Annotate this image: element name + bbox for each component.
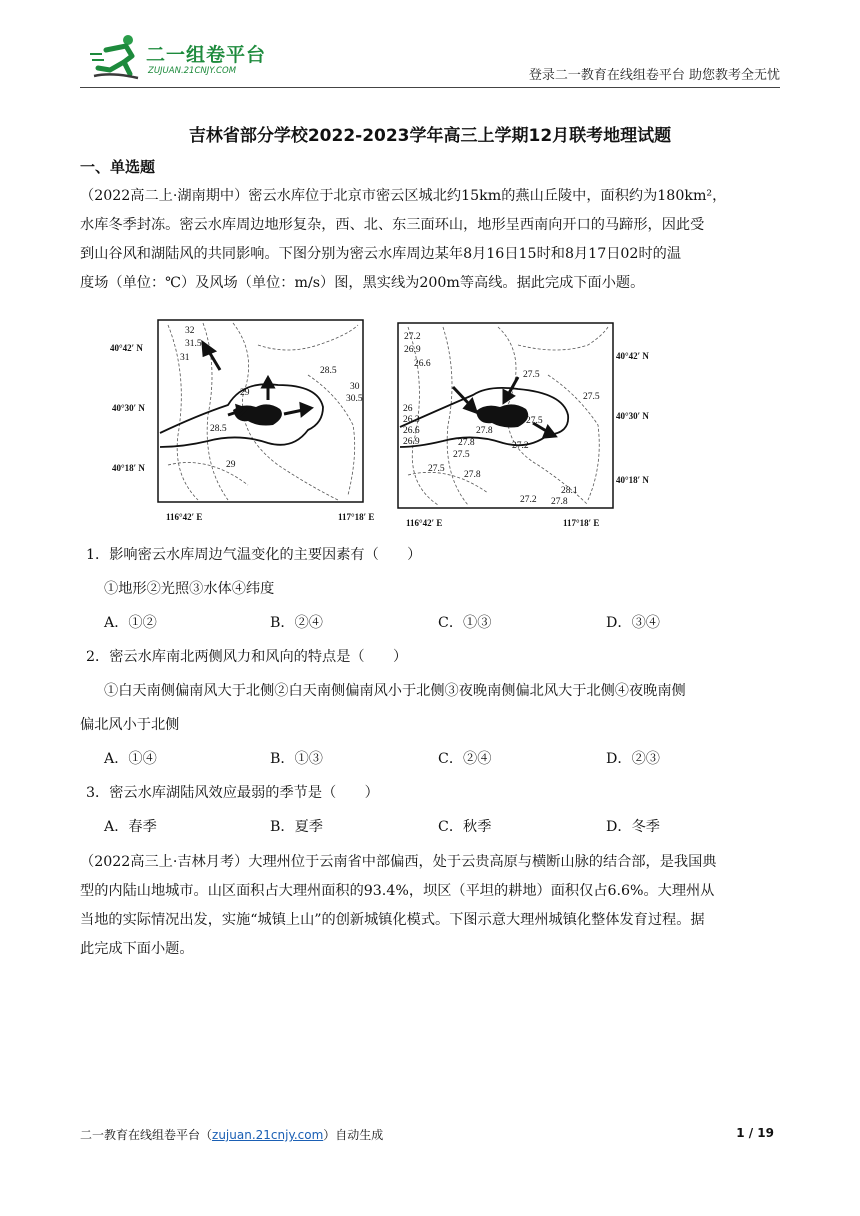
runner-logo-icon bbox=[88, 30, 148, 82]
map-value: 32 bbox=[185, 326, 195, 336]
map-value: 29 bbox=[240, 388, 250, 398]
temperature-wind-maps bbox=[108, 315, 668, 530]
q3-option-d[interactable]: D．冬季 bbox=[606, 819, 660, 835]
header-slogan: 登录二一教育在线组卷平台 助您教考全无忧 bbox=[528, 68, 780, 83]
q3-option-a[interactable]: A．春季 bbox=[104, 819, 157, 835]
map-value: 26.9 bbox=[404, 345, 421, 355]
map-value: 26.6 bbox=[414, 359, 431, 369]
q3-option-c[interactable]: C．秋季 bbox=[438, 819, 492, 835]
passage-1 bbox=[80, 182, 780, 298]
footer-link[interactable]: zujuan.21cnjy.com bbox=[212, 1128, 324, 1142]
passage-line: 水库冬季封冻。密云水库周边地形复杂，西、北、东三面环山，地形呈西南向开口的马蹄形，因此受 bbox=[80, 217, 705, 233]
passage-line: 此完成下面小题。 bbox=[80, 941, 194, 957]
question-2-choices-cont: 偏北风小于北侧 bbox=[80, 717, 180, 733]
lon-label: 116°42′ E bbox=[166, 512, 203, 522]
footer-credit bbox=[80, 1126, 383, 1143]
passage-line: 度场（单位：℃）及风场（单位：m/s）图，黑实线为200m等高线。据此完成下面小题。 bbox=[80, 275, 645, 291]
question-1-choices: ①地形②光照③水体④纬度 bbox=[104, 581, 275, 597]
q2-option-b[interactable]: B．①③ bbox=[270, 751, 323, 767]
map-value: 27.5 bbox=[428, 464, 445, 474]
header-divider bbox=[80, 87, 780, 88]
question-2-choices: ①白天南侧偏南风大于北侧②白天南侧偏南风小于北侧③夜晚南侧偏北风大于北侧④夜晚南侧 bbox=[104, 683, 686, 699]
question-2-stem: 2．密云水库南北两侧风力和风向的特点是（ ） bbox=[86, 649, 408, 665]
map-value: 31 bbox=[180, 353, 190, 363]
question-1-stem: 1．影响密云水库周边气温变化的主要因素有（ ） bbox=[86, 547, 422, 563]
passage-2 bbox=[80, 848, 780, 964]
map-value: 27.5 bbox=[453, 450, 470, 460]
logo-title: 二一组卷平台 bbox=[146, 44, 267, 66]
lat-label: 40°18′ N bbox=[112, 463, 145, 473]
map-value: 27.5 bbox=[523, 370, 540, 380]
map-day bbox=[110, 320, 374, 522]
footer-suffix: ）自动生成 bbox=[323, 1128, 384, 1142]
question-3-stem: 3．密云水库湖陆风效应最弱的季节是（ ） bbox=[86, 785, 379, 801]
passage-line: 到山谷风和湖陆风的共同影响。下图分别为密云水库周边某年8月16日15时和8月17日02时的温 bbox=[80, 246, 682, 262]
page-title: 吉林省部分学校2022-2023学年高三上学期12月联考地理试题 bbox=[188, 126, 672, 146]
lon-label: 117°18′ E bbox=[338, 512, 375, 522]
map-value: 27.8 bbox=[476, 426, 493, 436]
passage-line: 当地的实际情况出发，实施“城镇上山”的创新城镇化模式。下图示意大理州城镇化整体发育过程。据 bbox=[80, 912, 705, 928]
q1-option-c[interactable]: C．①③ bbox=[438, 615, 492, 631]
lat-label: 40°18′ N bbox=[616, 475, 649, 485]
lon-label: 117°18′ E bbox=[563, 518, 600, 528]
map-value: 26.9 bbox=[403, 437, 420, 447]
q2-option-c[interactable]: C．②④ bbox=[438, 751, 492, 767]
map-value: 27.5 bbox=[526, 416, 543, 426]
footer-prefix: 二一教育在线组卷平台（ bbox=[80, 1128, 213, 1142]
lat-label: 40°42′ N bbox=[110, 343, 143, 353]
map-value: 27.2 bbox=[520, 495, 537, 505]
map-value: 30 bbox=[350, 382, 360, 392]
lat-label: 40°30′ N bbox=[112, 403, 145, 413]
platform-logo[interactable] bbox=[88, 30, 278, 82]
page-number: 1 / 19 bbox=[736, 1126, 774, 1140]
map-value: 27.8 bbox=[458, 438, 475, 448]
lat-label: 40°42′ N bbox=[616, 351, 649, 361]
map-value: 27.2 bbox=[404, 332, 421, 342]
lat-label: 40°30′ N bbox=[616, 411, 649, 421]
map-value: 28.1 bbox=[561, 486, 578, 496]
map-value: 30.5 bbox=[346, 394, 363, 404]
page-header bbox=[80, 28, 780, 86]
q3-option-b[interactable]: B．夏季 bbox=[270, 819, 323, 835]
passage-line: （2022高二上·湖南期中）密云水库位于北京市密云区城北约15km的燕山丘陵中，面积约为180km²， bbox=[80, 188, 727, 204]
map-value: 26.6 bbox=[403, 426, 420, 436]
map-value: 26 bbox=[403, 404, 413, 414]
q2-option-d[interactable]: D．②③ bbox=[606, 751, 660, 767]
passage-line: 型的内陆山地城市。山区面积占大理州面积的93.4%，坝区（平坦的耕地）面积仅占6.6%。大理州从 bbox=[80, 883, 715, 899]
map-value: 27.8 bbox=[464, 470, 481, 480]
q1-option-a[interactable]: A．①② bbox=[104, 615, 157, 631]
map-value: 28.5 bbox=[320, 366, 337, 376]
map-night bbox=[398, 323, 649, 528]
map-value: 27.2 bbox=[512, 441, 529, 451]
q1-option-b[interactable]: B．②④ bbox=[270, 615, 323, 631]
map-value: 28.5 bbox=[210, 424, 227, 434]
map-value: 27.8 bbox=[551, 497, 568, 507]
q2-option-a[interactable]: A．①④ bbox=[104, 751, 157, 767]
q1-option-d[interactable]: D．③④ bbox=[606, 615, 660, 631]
logo-url: ZUJUAN.21CNJY.COM bbox=[148, 66, 237, 76]
lon-label: 116°42′ E bbox=[406, 518, 443, 528]
section-heading: 一、单选题 bbox=[80, 158, 156, 176]
map-value: 27.5 bbox=[583, 392, 600, 402]
map-value: 26.3 bbox=[403, 415, 420, 425]
passage-line: （2022高三上·吉林月考）大理州位于云南省中部偏西，处于云贵高原与横断山脉的结合部，是我国典 bbox=[80, 854, 717, 870]
map-value: 29 bbox=[226, 460, 236, 470]
map-value: 31.5 bbox=[185, 339, 202, 349]
